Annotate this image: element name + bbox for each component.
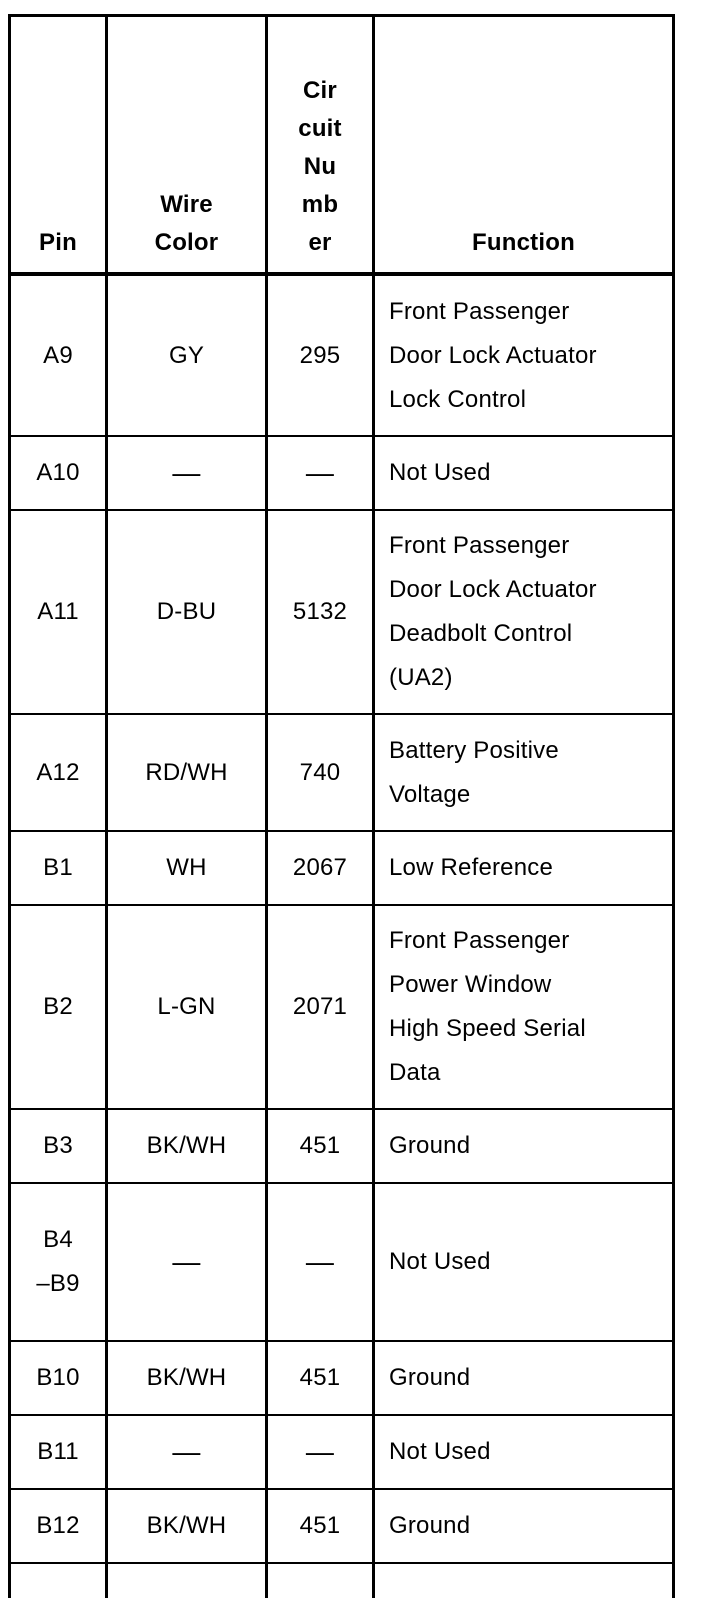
cell-pin: B4 –B9: [36, 1226, 80, 1297]
table-row: [11, 1342, 672, 1416]
table-row: [11, 1490, 672, 1564]
cell-circuit: 2067: [292, 854, 348, 881]
cell-pin: B12: [36, 1512, 80, 1539]
cell-function: Ground: [389, 1512, 471, 1539]
cell-function: Front Passenger Door Lock Actuator Deadbolt Control (UA2): [389, 532, 597, 691]
cell-wire-color: —: [172, 1436, 201, 1467]
cell-circuit: 740: [299, 758, 341, 786]
header-circuit-number: Cir cuit Nu mb er: [298, 77, 342, 256]
cell-pin: B3: [43, 1132, 73, 1159]
cell-wire-color: L-GN: [157, 993, 216, 1020]
cell-circuit: —: [305, 457, 335, 488]
cell-wire-color: GY: [168, 341, 205, 369]
header-pin: Pin: [39, 229, 77, 256]
table-row: [11, 832, 672, 906]
table-row: [11, 1416, 672, 1490]
cell-function: Low Reference: [389, 854, 554, 881]
cell-function: Ground: [389, 1364, 471, 1391]
cell-circuit: 5132: [292, 598, 348, 625]
table-header-row: [11, 17, 672, 276]
cell-wire-color: RD/WH: [145, 758, 228, 786]
cell-function: Not Used: [389, 459, 491, 486]
cell-function: Not Used: [389, 1248, 491, 1275]
cell-function: Ground: [389, 1132, 471, 1159]
cell-pin: A11: [37, 598, 79, 625]
cell-function: Not Used: [389, 1438, 491, 1465]
cell-wire-color: BK/WH: [146, 1364, 227, 1391]
cell-wire-color: D-BU: [156, 598, 217, 625]
table-row: [11, 437, 672, 511]
table-row: [11, 511, 672, 715]
table-row: [11, 276, 672, 437]
cell-circuit: 295: [299, 341, 341, 369]
cell-wire-color: —: [172, 457, 201, 488]
cell-pin: B1: [43, 854, 73, 881]
table-row: [11, 906, 672, 1110]
cell-wire-color: WH: [166, 854, 207, 881]
cell-pin: A10: [36, 459, 80, 486]
header-function: Function: [472, 229, 575, 256]
cell-pin: B10: [36, 1364, 80, 1391]
cell-pin: A9: [43, 341, 73, 369]
pinout-table: [11, 17, 672, 1564]
table-row: [11, 1110, 672, 1184]
table-row: [11, 715, 672, 832]
table-row: [11, 1184, 672, 1342]
header-wire-color: Wire Color: [154, 191, 219, 256]
cell-circuit: 2071: [292, 993, 348, 1020]
cell-pin: B2: [43, 993, 73, 1020]
cell-wire-color: —: [172, 1246, 201, 1277]
cell-function: Front Passenger Door Lock Actuator Lock Control: [389, 297, 597, 413]
cell-circuit: —: [305, 1246, 335, 1277]
cell-pin: B11: [37, 1438, 79, 1465]
cell-function: Front Passenger Power Window High Speed Serial Data: [389, 927, 586, 1086]
cell-pin: A12: [36, 758, 80, 786]
cell-function: Battery Positive Voltage: [389, 736, 559, 808]
cell-wire-color: BK/WH: [146, 1512, 227, 1539]
cell-circuit: 451: [299, 1364, 341, 1391]
cell-circuit: 451: [299, 1132, 341, 1159]
cell-circuit: 451: [299, 1512, 341, 1539]
cell-wire-color: BK/WH: [146, 1132, 227, 1159]
cell-circuit: —: [305, 1436, 335, 1467]
